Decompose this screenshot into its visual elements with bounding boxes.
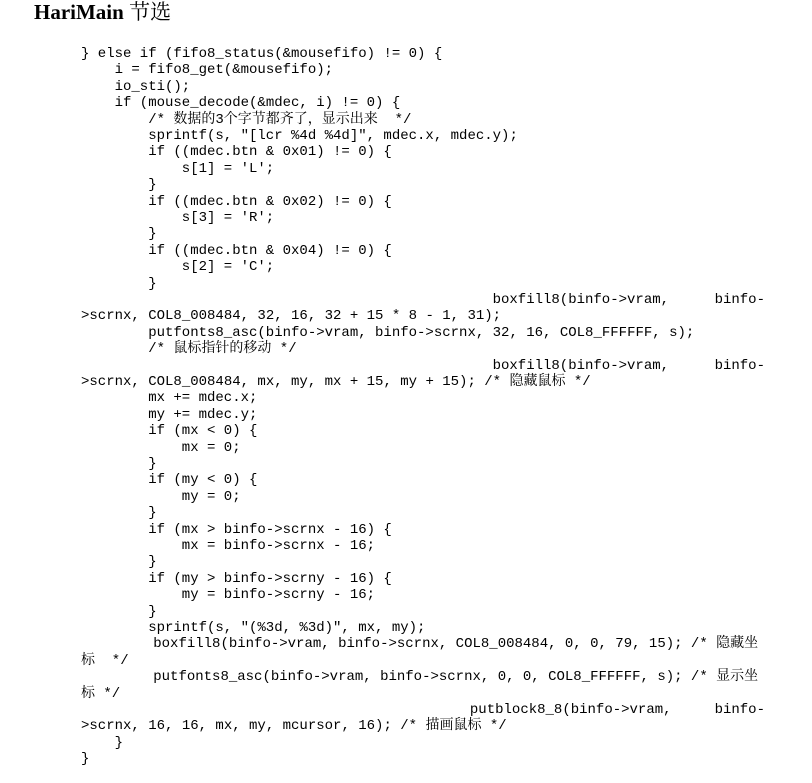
code-line: s[2] = 'C'; (181, 259, 275, 276)
code-line: } (148, 505, 157, 522)
code-line: } (148, 226, 157, 243)
code-line-right: binfo- (714, 292, 765, 308)
code-line: if (mx < 0) { (148, 423, 258, 440)
code-line: mx = 0; (181, 439, 241, 456)
code-line: if (mouse_decode(&mdec, i) != 0) { (114, 95, 401, 112)
code-line: if ((mdec.btn & 0x04) != 0) { (148, 242, 392, 259)
heading-function-name: HariMain (34, 0, 124, 24)
code-line: 标 */ (81, 685, 121, 702)
code-line: >scrnx, COL8_008484, mx, my, mx + 15, my + 15); /* 隐藏鼠标 */ (81, 374, 591, 390)
code-line (493, 292, 765, 308)
code-line: my = binfo->scrny - 16; (181, 587, 376, 604)
code-line (470, 702, 765, 718)
code-line: >scrnx, COL8_008484, 32, 16, 32 + 15 * 8 - 1, 31); (81, 308, 502, 325)
section-heading (34, 0, 171, 24)
code-line: mx = binfo->scrnx - 16; (181, 538, 376, 554)
code-line: if (my < 0) { (148, 472, 258, 489)
code-line-right: binfo- (714, 702, 765, 718)
code-line: s[3] = 'R'; (181, 210, 275, 226)
code-line: /* 数据的3个字节都齐了，显示出来 */ (148, 111, 412, 128)
heading-suffix: 节选 (123, 0, 172, 24)
code-line: } (148, 177, 157, 194)
code-line (493, 358, 765, 374)
code-line: my = 0; (181, 488, 241, 505)
code-line: } (148, 456, 157, 472)
code-line: } (148, 275, 157, 292)
code-line: } (148, 554, 157, 571)
code-line: if (my > binfo->scrny - 16) { (148, 570, 392, 587)
code-line: >scrnx, 16, 16, mx, my, mcursor, 16); /* 描画鼠标 */ (81, 718, 507, 735)
code-line-left: boxfill8(binfo->vram, (492, 357, 670, 374)
code-line: 标 */ (81, 652, 129, 669)
code-line-right: binfo- (714, 357, 765, 374)
code-line: if (mx > binfo->scrnx - 16) { (148, 521, 392, 538)
code-line: sprintf(s, "(%3d, %3d)", mx, my); (148, 620, 426, 636)
code-line: } (81, 751, 90, 768)
code-line: } (114, 734, 123, 751)
code-line: if ((mdec.btn & 0x01) != 0) { (148, 144, 392, 161)
code-line: s[1] = 'L'; (181, 160, 275, 177)
code-line: my += mdec.y; (148, 406, 258, 423)
code-line: sprintf(s, "[lcr %4d %4d]", mdec.x, mdec.y); (148, 128, 518, 144)
code-line: } (148, 603, 157, 620)
code-line: /* 鼠标指针的移动 */ (148, 341, 297, 358)
code-line: } else if (fifo8_status(&mousefifo) != 0) { (81, 46, 443, 62)
code-line-left: putblock8_8(binfo->vram, (469, 702, 672, 718)
code-line: i = fifo8_get(&mousefifo); (114, 62, 334, 79)
code-line: io_sti(); (114, 78, 191, 95)
code-line: putfonts8_asc(binfo->vram, binfo->scrnx, 32, 16, COL8_FFFFFF, s); (148, 324, 695, 341)
code-line: boxfill8(binfo->vram, binfo->scrnx, COL8_008484, 0, 0, 79, 15); /* 隐藏坐 (153, 636, 759, 653)
code-line: mx += mdec.x; (148, 390, 258, 407)
code-line: putfonts8_asc(binfo->vram, binfo->scrnx, 0, 0, COL8_FFFFFF, s); /* 显示坐 (153, 669, 759, 686)
code-line-left: boxfill8(binfo->vram, (492, 292, 670, 308)
code-line: if ((mdec.btn & 0x02) != 0) { (148, 193, 392, 210)
